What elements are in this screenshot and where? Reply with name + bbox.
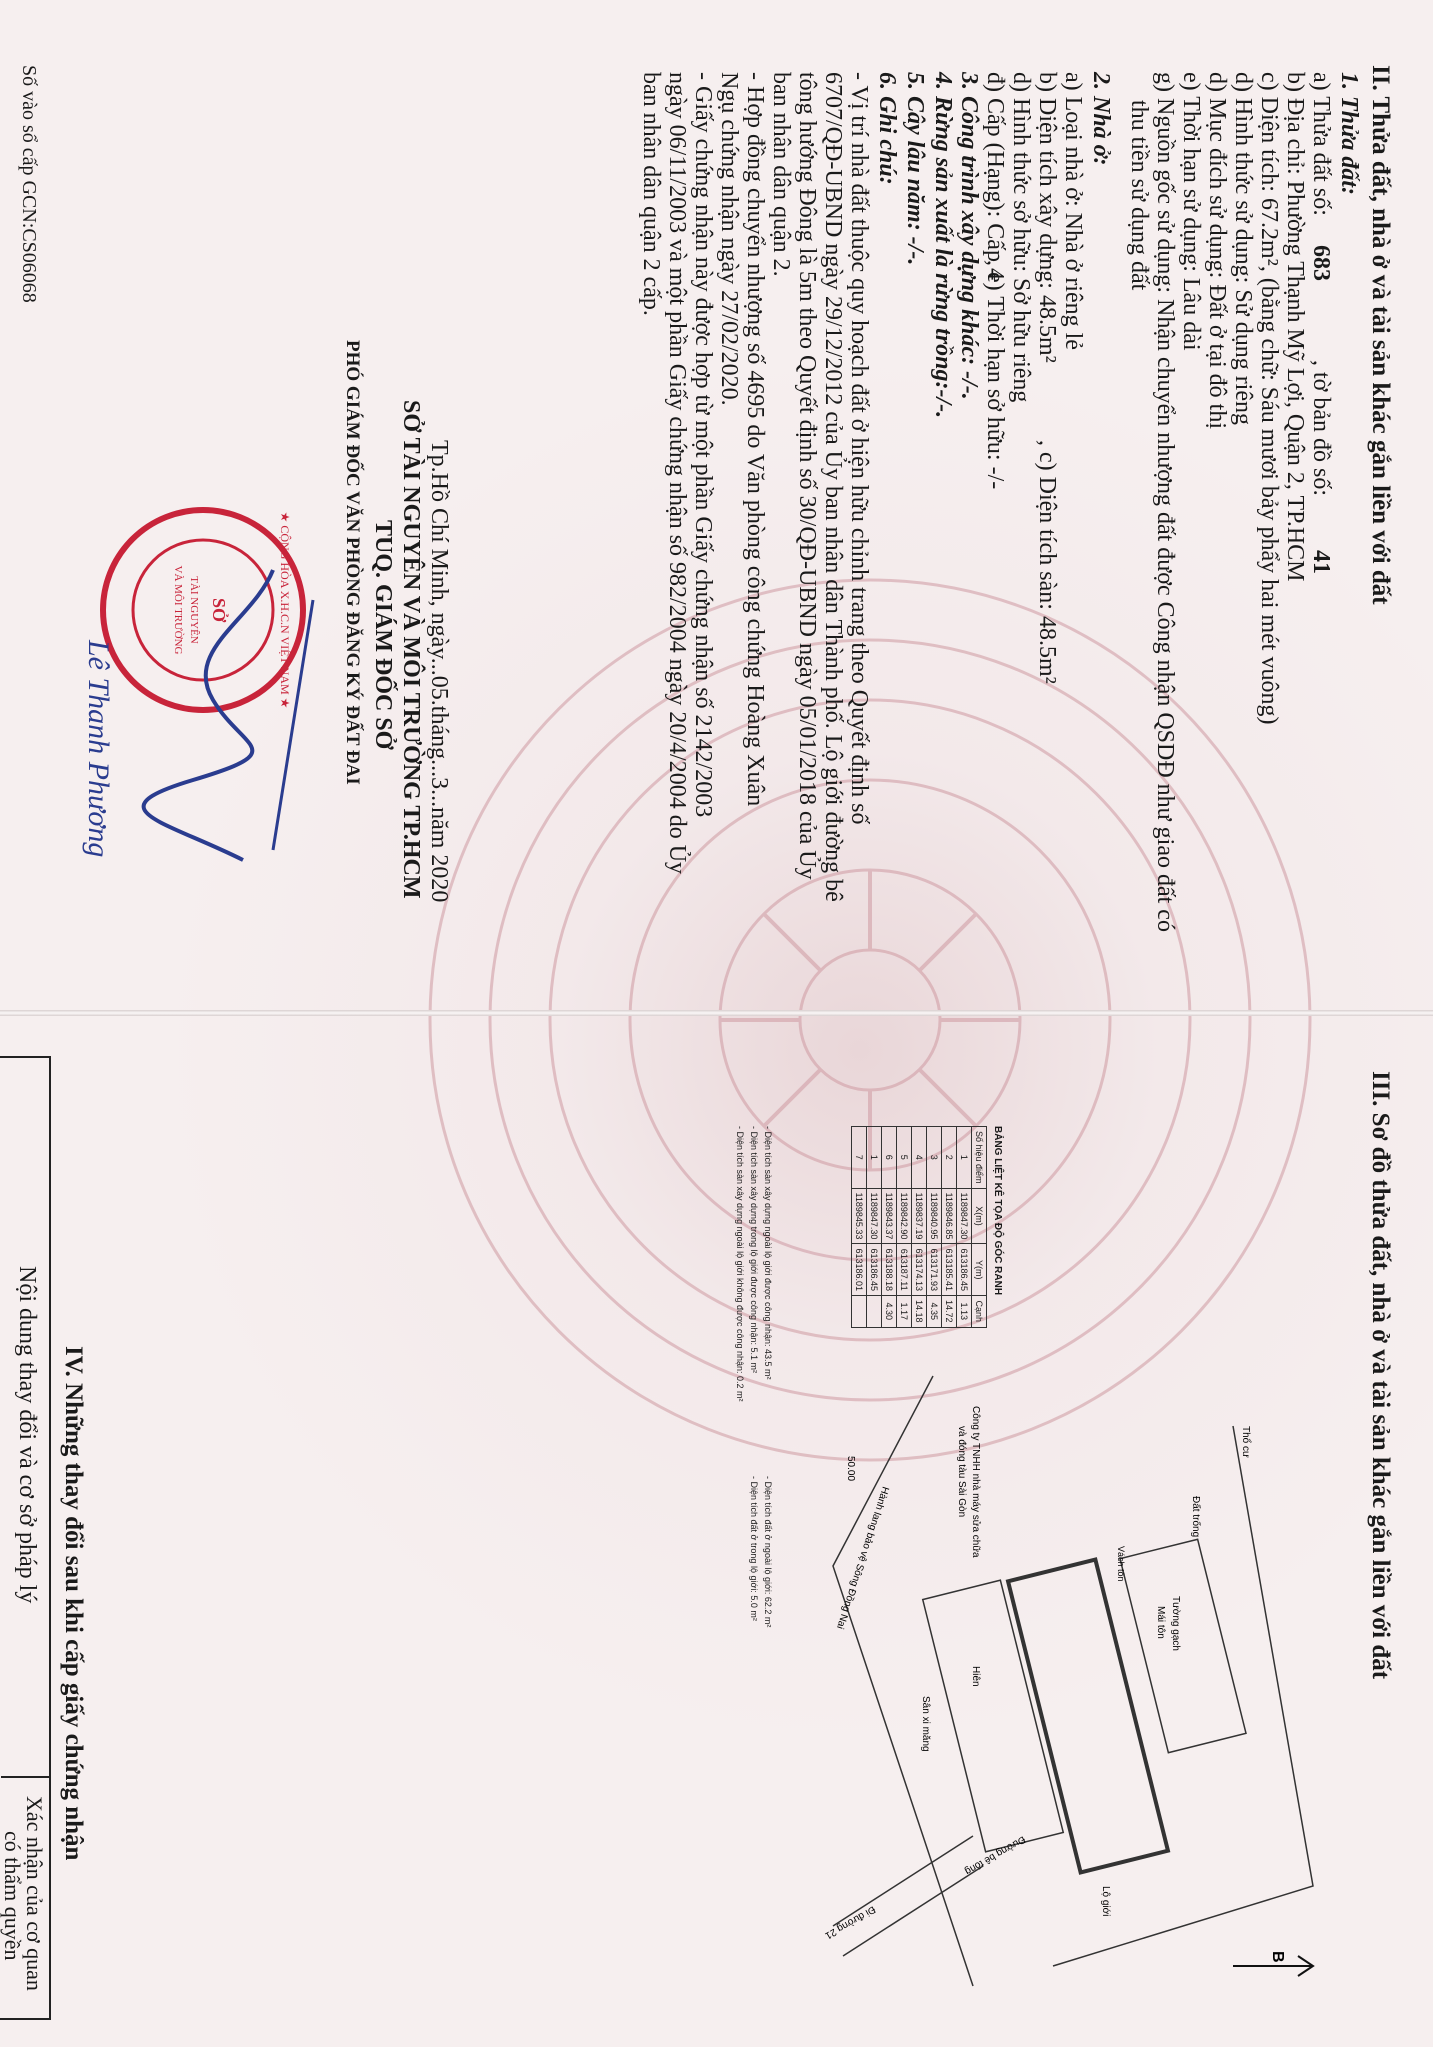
coord-header: X(m) — [972, 1188, 987, 1244]
changes-col-confirm: Xác nhận của cơ quan — [22, 1796, 47, 1991]
svg-text:VÀ MÔI TRƯỜNG: VÀ MÔI TRƯỜNG — [172, 565, 184, 655]
note-line: 6707/QĐ-UBND ngày 29/12/2012 của Ủy ban nhân dân Thành phố. Lộ giới đường bê — [820, 72, 846, 902]
changes-col-content: Nội dung thay đổi và cơ sở pháp lý — [14, 1266, 40, 1604]
coord-header: Cạnh — [972, 1295, 987, 1327]
legend-line: - Diện tích đất ở ngoài lộ giới: 62.2 m² — [763, 1476, 773, 1628]
notes-heading: 6. Ghi chú: — [874, 72, 900, 185]
table-row: 3 1189840.95 613171.93 4.35 — [927, 1127, 942, 1328]
house-type: a) Loại nhà ở: Nhà ở riêng lẻ — [1060, 72, 1086, 350]
house-term: , e) Thời hạn sở hữu: -/- — [982, 260, 1008, 490]
land-use-purpose: d) Mục đích sử dụng: Đất ở tại đô thị — [1204, 72, 1230, 429]
svg-text:TÀI NGUYÊN: TÀI NGUYÊN — [188, 576, 200, 644]
land-area: c) Diện tích: 67.2m², (bằng chữ: Sáu mươi bảy phẩy hai mét vuông) — [1256, 72, 1282, 725]
note-line: - Giấy chứng nhận này được hợp từ một phần Giấy chứng nhận số 2142/2003 — [690, 72, 716, 818]
land-number-value: 683 — [1308, 245, 1334, 281]
section-ii-panel — [0, 0, 1433, 1010]
land-address: b) Địa chỉ: Phường Thạnh Mỹ Lợi, Quận 2, TP.HCM — [1282, 72, 1308, 582]
concrete-road-label: Đường bê tông — [962, 1833, 1027, 1877]
road-boundary-label: Lộ giới — [1100, 1886, 1111, 1917]
perennial-trees: 5. Cây lâu năm: -/-. — [902, 72, 928, 266]
land-number-label: a) Thửa đất số: — [1308, 72, 1334, 216]
planted-forest: 4. Rừng sản xuất là rừng trồng:-/-. — [930, 72, 956, 419]
legend-line: - Diện tích đất ở trong lộ giới: 5.0 m² — [749, 1476, 759, 1621]
company-label: Công ty TNHH nhà máy sửa chữa — [970, 1406, 981, 1558]
house-heading: 2. Nhà ở: — [1088, 72, 1114, 166]
map-sheet-label: , tờ bản đồ số: — [1308, 360, 1334, 497]
residential-label: Thổ cư — [1240, 1426, 1251, 1458]
note-line: ngày 06/11/2003 và một phần Giấy chứng nhận số 982/2004 ngày 20/4/2004 do Ủy — [664, 72, 690, 875]
sign-tuq: TUQ. GIÁM ĐỐC SỞ — [370, 520, 396, 750]
plot-map — [793, 1366, 1353, 2006]
svg-text:★ CỘNG HÒA X.H.C.N VIỆT NAM ★: ★ CỘNG HÒA X.H.C.N VIỆT NAM ★ — [278, 511, 292, 709]
house-built-area: b) Diện tích xây dựng: 48.5m² — [1034, 72, 1060, 363]
note-line: ban nhân dân quận 2 cấp. — [638, 72, 664, 316]
section-iii-title: III. Sơ đồ thửa đất, nhà ở và tài sản khác gắn liền với đất — [1367, 1071, 1394, 1680]
note-line: ban nhân dân quận 2. — [768, 72, 794, 277]
house-ownership: d) Hình thức sở hữu: Sở hữu riêng — [1008, 72, 1034, 403]
signature — [83, 560, 333, 880]
coord-table-title: BẢNG LIỆT KÊ TỌA ĐỘ GÓC RANH — [992, 1126, 1003, 1296]
land-origin: g) Nguồn gốc sử dụng: Nhận chuyển nhượng đất được Công nhận QSDĐ như giao đất có — [1152, 72, 1178, 932]
changes-col-confirm-cont: có thẩm quyền — [0, 1831, 25, 1961]
north-arrow-label: B — [1269, 1951, 1286, 1963]
house-floor-area: , c) Diện tích sàn: 48.5m² — [1034, 440, 1060, 684]
vacant-land-label: Đất trống — [1190, 1496, 1201, 1538]
table-row: 5 1189842.90 613187.11 1.17 — [897, 1127, 912, 1328]
distance-label: 50.00 — [845, 1456, 856, 1482]
porch-label: Hiên — [970, 1666, 981, 1687]
road-21-label: Đi đường 21 — [822, 1903, 877, 1941]
map-sheet-value: 41 — [1308, 550, 1334, 574]
land-use-form: d) Hình thức sử dụng: Sử dụng riêng — [1230, 72, 1256, 426]
company-label: và đóng tàu Sài Gòn — [956, 1426, 967, 1518]
coord-header: Số hiệu điểm — [972, 1127, 987, 1189]
signer-name: Lê Thanh Phương — [82, 640, 115, 858]
svg-text:SỞ: SỞ — [209, 597, 229, 623]
table-row: 6 1189843.37 613188.18 4.30 — [882, 1127, 897, 1328]
corridor-label: Hành lang bảo vệ Sông Đồng Nai — [834, 1485, 891, 1631]
tin-roof-label: Mái tôn — [1155, 1606, 1166, 1639]
legend-line: - Diện tích sàn xây dựng ngoài lộ giới được công nhận: 43.5 m² — [763, 1126, 773, 1380]
section-ii-title: II. Thửa đất, nhà ở và tài sản khác gắn liền với đất — [1367, 65, 1394, 605]
table-row: 7 1189845.33 613186.01 — [852, 1127, 867, 1328]
coord-header: Y(m) — [972, 1244, 987, 1296]
coord-table — [851, 1126, 987, 1328]
note-line: tông hướng Đông là 5m theo Quyết định số 30/QĐ-UBND ngày 05/01/2018 của Ủy — [794, 72, 820, 880]
table-row: 1 1189847.30 613186.45 1.13 — [957, 1127, 972, 1328]
sign-department: SỞ TÀI NGUYÊN VÀ MÔI TRƯỜNG TP.HCM — [398, 400, 424, 899]
note-line: - Hợp đồng chuyển nhượng số 4695 do Văn phòng công chứng Hoàng Xuân — [742, 72, 768, 807]
brick-wall-label: Tường gạch — [1170, 1596, 1181, 1651]
tin-wall-label: Vách tôn — [1116, 1546, 1126, 1582]
note-line: Ngụ chứng nhận ngày 27/02/2020. — [716, 72, 742, 406]
table-row: 2 1189846.85 613185.41 14.72 — [942, 1127, 957, 1328]
legend-line: - Diện tích sàn xây dựng trong lộ giới được công nhận: 5.1 m² — [749, 1126, 759, 1373]
land-origin-cont: thu tiền sử dụng đất — [1126, 100, 1152, 291]
house-grade: đ) Cấp (Hạng): Cấp 4 — [982, 72, 1008, 280]
cement-yard-label: Sân xi măng — [920, 1696, 931, 1752]
land-use-term: e) Thời hạn sử dụng: Lâu dài — [1178, 72, 1204, 351]
section-iv-title: IV. Những thay đổi sau khi cấp giấy chứng nhận — [60, 1346, 87, 1861]
table-row: 1 1189847.30 613186.45 — [867, 1127, 882, 1328]
sign-office: PHÓ GIÁM ĐỐC VĂN PHÒNG ĐĂNG KÝ ĐẤT ĐAI — [342, 340, 363, 785]
table-row: 4 1189837.19 613174.13 14.18 — [912, 1127, 927, 1328]
other-works: 3. Công trình xây dựng khác: -/-. — [956, 72, 982, 400]
changes-table-divider — [1, 1776, 51, 1778]
legend-line: - Diện tích sàn xây dựng ngoài lộ giới không được công nhận: 0.2 m² — [735, 1126, 745, 1402]
serial-number: Số vào sổ cấp GCN:CS06068 — [18, 65, 40, 303]
section-iii-iv-panel — [0, 1016, 1433, 2047]
land-heading: 1. Thửa đất: — [1336, 72, 1362, 196]
note-line: - Vị trí nhà đất thuộc quy hoạch đất ở hiện hữu chỉnh trang theo Quyết định số — [846, 72, 872, 825]
sign-date: Tp.Hồ Chí Minh, ngày...05.tháng...3...năm 2020 — [426, 440, 452, 903]
